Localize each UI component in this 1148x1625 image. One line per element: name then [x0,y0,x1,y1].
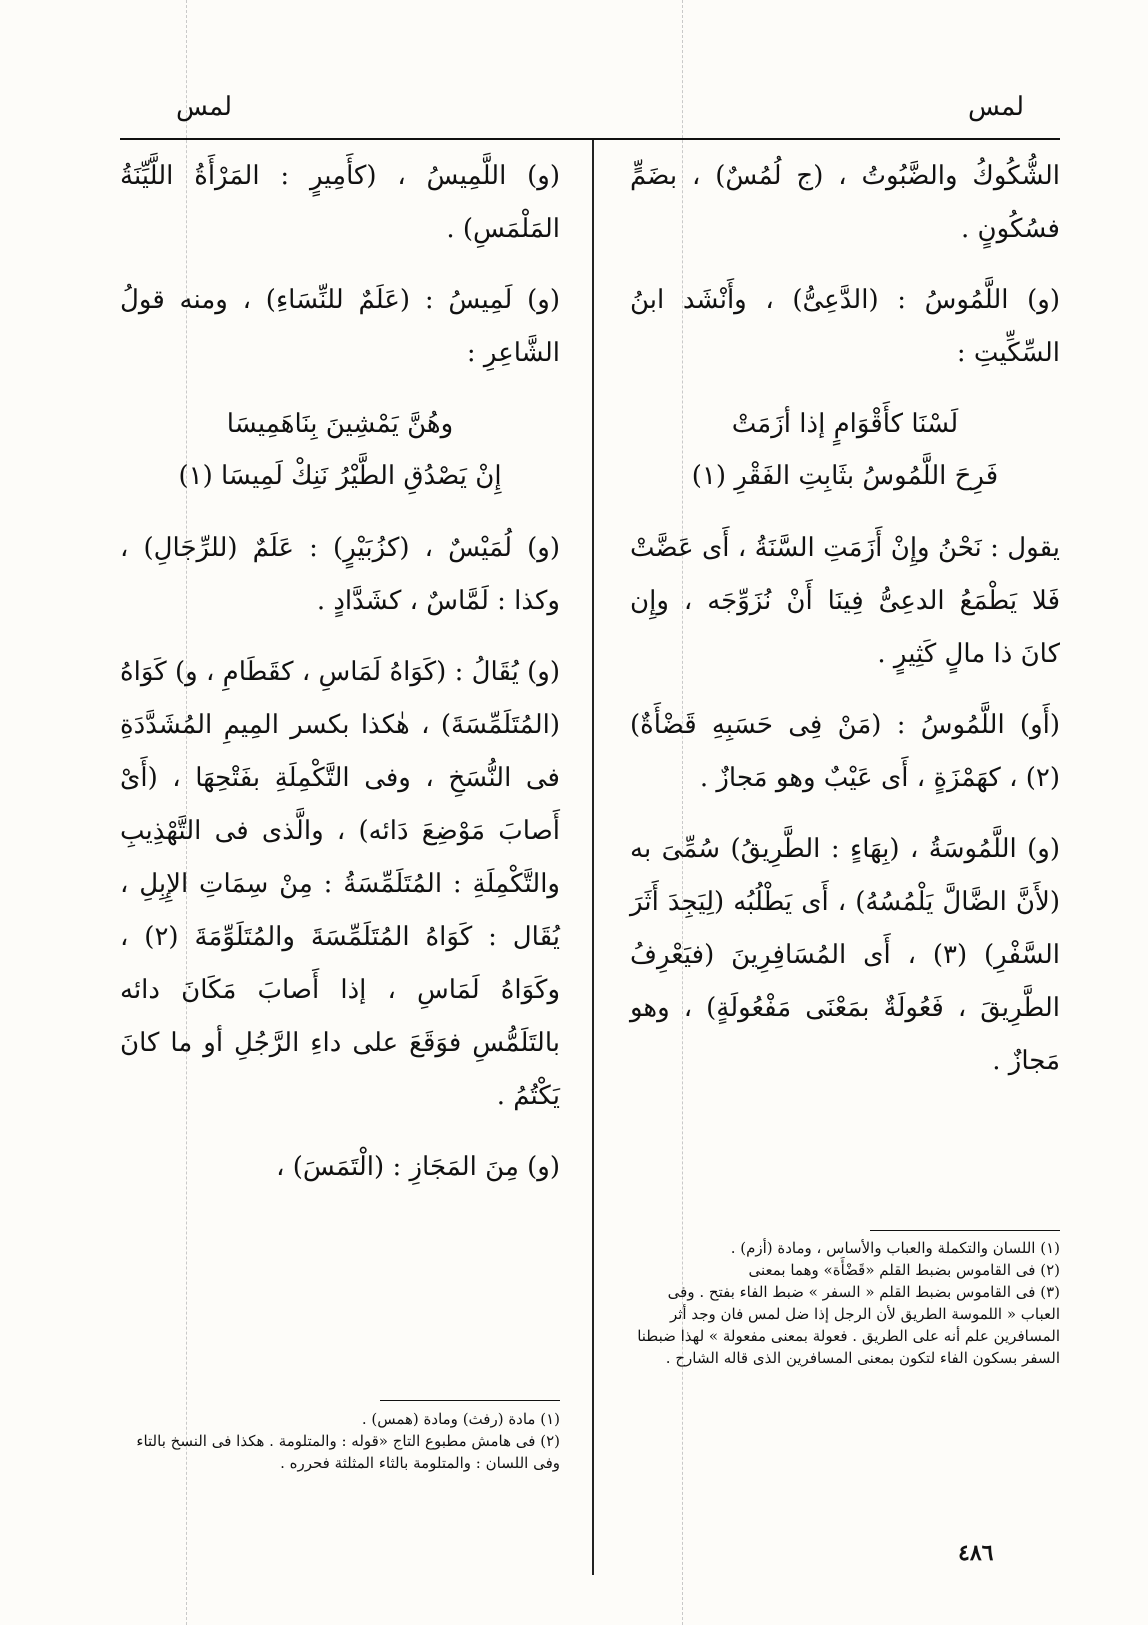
footnote: (٢) فى القاموس بضبط القلم «قَضْأَة» وهما بمعنى [748,1261,1060,1279]
header-right-word: لمس [968,92,1025,122]
header-rule [120,138,1060,140]
verse-line: فَرِحَ اللَّمُوسُ بثَابِتِ الفَقْرِ (١) [691,461,999,491]
poetry-verse [630,398,1060,502]
entry-paragraph: يقول : نَحْنُ وإِنْ أَزَمَتِ السَّنَةُ ، أَى عَضَّتْ فَلا يَطْمَعُ الدعِىُّ فِينَا أَنْ نُزَوِّجَه ، وإِن كانَ ذا مالٍ كَثِيرٍ . [630,533,1060,669]
entry-paragraph: (و) اللَّمِيسُ ، (كأَمِيرٍ : المَرْأَةُ اللَّيِّنَةُ المَلْمَسِ) . [120,161,560,244]
verse-line: وهُنَّ يَمْشِينَ بِنَاهَمِيسَا [226,409,454,439]
entry-paragraph: (و) يُقَالُ : (كَوَاهُ لَمَاسِ ، كقَطَامِ ، و) كَوَاهُ (المُتَلَمِّسَةَ) ، هٰكذا بكسر المِيمِ المُشَدَّدَةِ فى النُّسَخِ ، وفى التَّكْمِلَةِ بفَتْحِهَا ، (أَىْ أَصابَ مَوْضِعَ دَائه) ، والَّذى فى التَّهْذِيبِ والتَّكْمِلَةِ : المُتَلَمِّسَةُ : مِنْ سِمَاتِ الإِبِلِ ، يُقَال : كَوَاهُ المُتَلَمِّسَةَ والمُتَلَوِّمَةَ (٢) ، وكَوَاهُ لَمَاسِ ، إذا أَصابَ مَكَانَ دائه بالتَلَمُّسِ فوَقَعَ على داءِ الرَّجُلِ أو ما كانَ يَكْتُمُ . [120,657,560,1111]
verse-line: لَسْنَا كأَقْوَامٍ إذا أزَمَتْ [731,409,959,439]
header-left-word: لمس [176,92,233,122]
entry-paragraph: (و) لَمِيسُ : (عَلَمٌ للنِّسَاءِ) ، ومنه قولُ الشَّاعِرِ : [120,285,560,368]
footnote: (١) مادة (رفث) ومادة (همس) . [361,1410,560,1428]
right-column [630,150,1060,1106]
footnote: (٢) فى هامش مطبوع التاج «قوله : والمتلومة . هكذا فى النسخ بالتاء وفى اللسان : والمتلومة بالثاء المثلثة فحرره . [136,1432,560,1472]
poetry-verse [120,398,560,502]
entry-paragraph: (و) اللَّمُوسَةُ ، (بِهَاءٍ : الطَّرِيقُ) سُمِّىَ به (لأَنَّ الضَّالَّ يَلْمُسُهُ) ، أَى يَطْلُبُه (لِيَجِدَ أَثَرَ السَّفْرِ) (٣) ، أَى المُسَافِرِينَ (فيَعْرِفُ الطَّرِيقَ ، فَعُولَةٌ بمَعْنَى مَفْعُولَةٍ) ، وهو مَجازٌ . [630,834,1060,1076]
footnote-rule [870,1230,1060,1231]
entry-paragraph: (أَو) اللَّمُوسُ : (مَنْ فِى حَسَبِهِ قَضْأَةٌ) (٢) ، كهَمْزَةٍ ، أَى عَيْبٌ وهو مَجازٌ . [630,710,1060,793]
entry-paragraph: الشُّكُوكُ والضَّبُوتُ ، (ج لُمُسٌ) ، بضَمٍّ فسُكُونٍ . [630,161,1060,244]
entry-paragraph: (و) اللَّمُوسُ : (الدَّعِىُّ) ، وأَنْشَد ابنُ السِّكِّيتِ : [630,285,1060,368]
entry-paragraph: (و) لُمَيْسٌ ، (كزُبَيْرٍ) : عَلَمٌ (للرِّجَالِ) ، وكذا : لَمَّاسٌ ، كشَدَّادٍ . [120,533,560,616]
footnotes-right [630,1237,1060,1369]
page-number: ٤٨٦ [958,1540,994,1566]
footnotes-left [120,1408,560,1474]
footnote-rule [380,1400,560,1401]
left-column [120,150,560,1212]
footnote: (٣) فى القاموس بضبط القلم « السفر » ضبط الفاء بفتح . وفى العباب « اللموسة الطريق لأن الرجل إذا ضل لمس فان وجد أثر المسافرين علم أنه على الطريق . فعولة بمعنى مفعولة » لهذا ضبطنا السفر بسكون الفاء لتكون بمعنى المسافرين الذى قاله الشارح . [637,1283,1060,1367]
footnote: (١) اللسان والتكملة والعباب والأساس ، ومادة (أزم) . [730,1239,1060,1257]
column-divider [592,140,594,1575]
verse-line: إِنْ يَصْدُقِ الطَّيْرُ نَنِكْ لَمِيسَا (١) [178,461,502,491]
entry-paragraph: (و) مِنَ المَجَازِ : (الْتَمَسَ) ، [276,1152,560,1182]
